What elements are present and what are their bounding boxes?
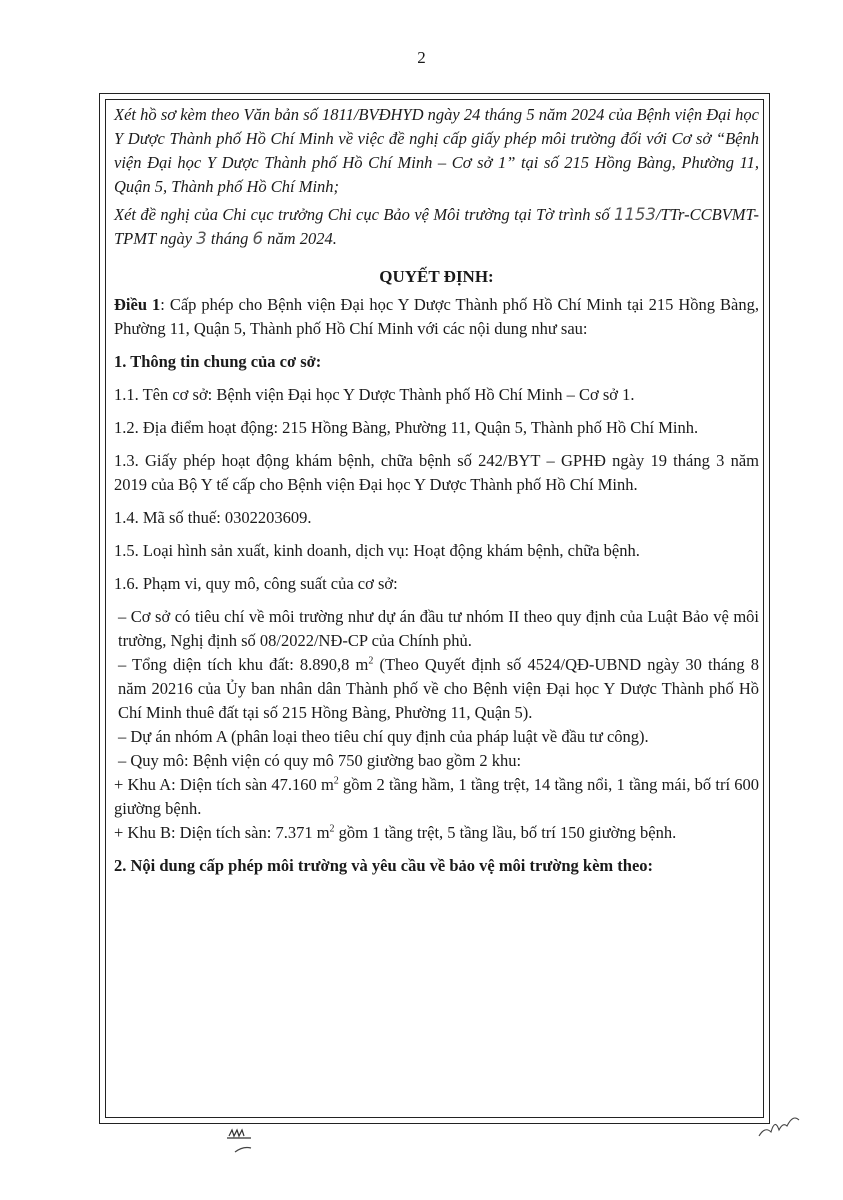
scope-khu-b-b: gồm 1 tầng trệt, 5 tầng lầu, bố trí 150 giường bệnh. xyxy=(334,823,677,842)
decision-title: QUYẾT ĐỊNH: xyxy=(379,267,494,286)
scope-bullet-3: – Dự án nhóm A (phân loại theo tiêu chí quy định của pháp luật về đầu tư công). xyxy=(118,727,649,746)
scope-bullet-2 xyxy=(114,653,759,725)
preamble-p2-text-c: tháng xyxy=(210,229,249,248)
superscript-2: 2 xyxy=(329,823,335,835)
handwritten-month: 6 xyxy=(252,229,264,248)
scope-bullet-4: – Quy mô: Bệnh viện có quy mô 750 giường bao gồm 2 khu: xyxy=(118,751,522,770)
preamble-paragraph-2 xyxy=(114,203,759,251)
document-body xyxy=(114,103,759,878)
page-number: 2 xyxy=(417,48,426,67)
section-1-item-1-5: 1.5. Loại hình sản xuất, kinh doanh, dịch vụ: Hoạt động khám bệnh, chữa bệnh. xyxy=(114,541,640,560)
scope-khu-a-b: gồm 2 tầng hầm, 1 tầng trệt, 14 tầng nổi, 1 tầng mái, bố trí 600 giường bệnh. xyxy=(114,775,759,818)
scope-bullet-2-b: (Theo Quyết định số 4524/QĐ-UBND ngày 30 tháng 8 năm 20216 của Ủy ban nhân dân Thành phố về cho Bệnh viện Đại học Y Dược Thành phố Hồ Chí Minh thuê đất tại số 215 Hồng Bàng, Phường 11, Quận 5). xyxy=(118,655,759,722)
section-1-item-1-6: 1.6. Phạm vi, quy mô, công suất của cơ sở: xyxy=(114,574,398,593)
article-1 xyxy=(114,293,759,341)
scope-bullet-1: – Cơ sở có tiêu chí về môi trường như dự án đầu tư nhóm II theo quy định của Luật Bảo vệ môi trường, Nghị định số 08/2022/NĐ-CP của Chính phủ. xyxy=(118,607,759,650)
article-1-label: Điều 1 xyxy=(114,295,161,314)
initials-left xyxy=(225,1124,265,1156)
superscript-2: 2 xyxy=(368,655,374,667)
preamble-p2-text-d: năm 2024. xyxy=(267,229,337,248)
scope-khu-a xyxy=(114,773,759,821)
article-1-text: : Cấp phép cho Bệnh viện Đại học Y Dược Thành phố Hồ Chí Minh tại 215 Hồng Bàng, Phường 11, Quận 5, Thành phố Hồ Chí Minh với các nội dung như sau: xyxy=(114,295,759,338)
superscript-2: 2 xyxy=(333,775,339,787)
section-1-item-1-3: 1.3. Giấy phép hoạt động khám bệnh, chữa bệnh số 242/BYT – GPHĐ ngày 19 tháng 3 năm 2019 của Bộ Y tế cấp cho Bệnh viện Đại học Y Dược Thành phố Hồ Chí Minh. xyxy=(114,451,759,494)
handwritten-document-number: 1153 xyxy=(614,205,657,224)
preamble-p2-text-b: /TTr-CCBVMT-TPMT ngày xyxy=(114,205,760,248)
scope-khu-a-a: + Khu A: Diện tích sàn 47.160 m xyxy=(114,775,334,794)
preamble-p2-text-a: Xét đề nghị của Chi cục trưởng Chi cục Bảo vệ Môi trường tại Tờ trình số xyxy=(114,205,610,224)
scope-khu-b xyxy=(114,821,759,845)
scope-khu-b-a: + Khu B: Diện tích sàn: 7.371 m xyxy=(114,823,330,842)
handwritten-day: 3 xyxy=(196,229,207,248)
preamble-paragraph-1: Xét hồ sơ kèm theo Văn bản số 1811/BVĐHYD ngày 24 tháng 5 năm 2024 của Bệnh viện Đại học Y Dược Thành phố Hồ Chí Minh về việc đề nghị cấp giấy phép môi trường đối với Cơ sở “Bệnh viện Đại học Y Dược Thành phố Hồ Chí Minh – Cơ sở 1” tại số 215 Hồng Bàng, Phường 11, Quận 5, Thành phố Hồ Chí Minh; xyxy=(114,105,759,196)
initials-right xyxy=(755,1108,805,1144)
section-1-title: 1. Thông tin chung của cơ sở: xyxy=(114,352,322,371)
scope-bullet-2-a: – Tổng diện tích khu đất: 8.890,8 m xyxy=(118,655,369,674)
section-1-item-1-2: 1.2. Địa điểm hoạt động: 215 Hồng Bàng, Phường 11, Quận 5, Thành phố Hồ Chí Minh. xyxy=(114,418,699,437)
section-1-item-1-4: 1.4. Mã số thuế: 0302203609. xyxy=(114,508,312,527)
section-2-title: 2. Nội dung cấp phép môi trường và yêu cầu về bảo vệ môi trường kèm theo: xyxy=(114,856,654,875)
section-1-item-1-1: 1.1. Tên cơ sở: Bệnh viện Đại học Y Dược Thành phố Hồ Chí Minh – Cơ sở 1. xyxy=(114,385,635,404)
